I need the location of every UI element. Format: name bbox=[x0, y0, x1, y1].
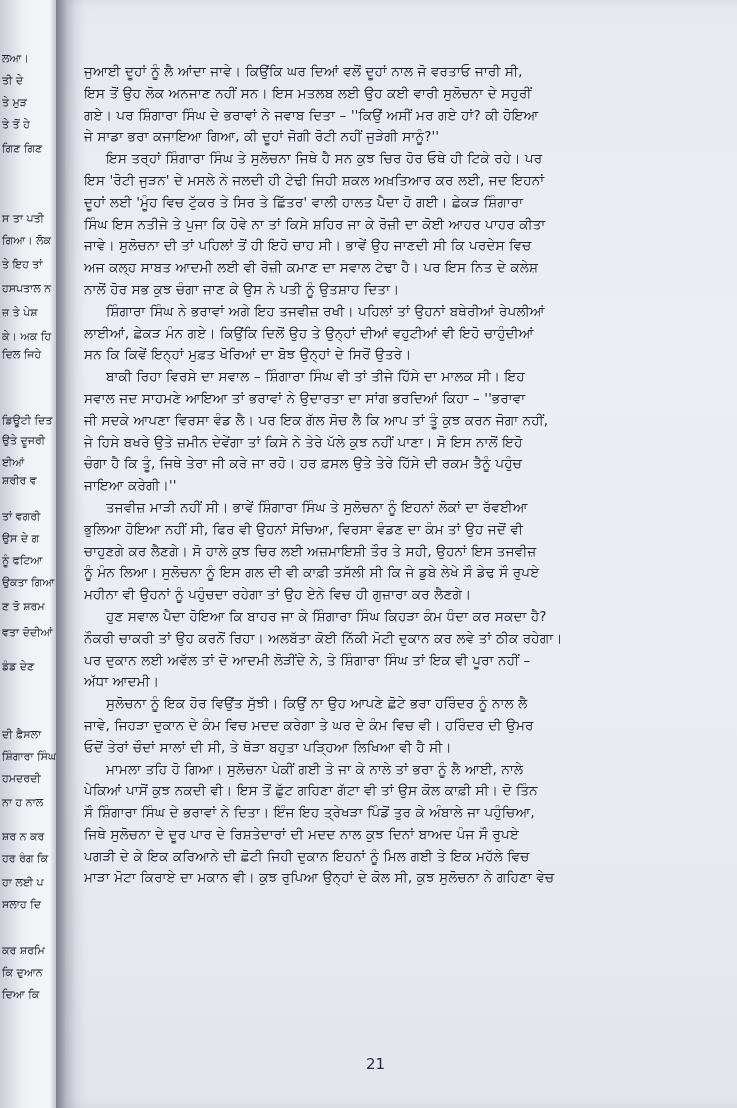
book-page bbox=[66, 0, 737, 1108]
text-line: ਸ਼ਿੰਗਾਰਾ ਸਿੰਘ ਨੇ ਭਰਾਵਾਂ ਅਗੇ ਇਹ ਤਜਵੀਜ਼ ਰਖੀ। ਪਹਿਲਾਂ ਤਾਂ ਉਹਨਾਂ ਬਥੇਰੀਆਂ ਰੇਪਲੀਆਂ bbox=[106, 303, 545, 320]
text-line: ਓਦੋਂ ਤੇਰਾਂ ਚੌਦਾਂ ਸਾਲਾਂ ਦੀ ਸੀ, ਤੇ ਥੋੜਾ ਬਹੁਤਾ ਪੜ੍ਹਿਆ ਲਿਖਿਆ ਵੀ ਹੈ ਸੀ। bbox=[84, 739, 452, 756]
left-page-fragment: ਣ ਤੋ ਸ਼ਰਮ bbox=[2, 600, 45, 613]
left-page-fragment: ਕਰ ਸ਼ਰਮਿ bbox=[2, 944, 45, 957]
text-line: ਅੱਧਾ ਆਦਮੀ। bbox=[84, 674, 160, 691]
text-line: ਸਵਾਲ ਜਦ ਸਾਹਮਣੇ ਆਇਆ ਤਾਂ ਭਰਾਵਾਂ ਨੇ ਉਦਾਰਤਾ ਦਾ ਸਾਂਗ ਭਰਦਿਆਂ ਕਿਹਾ – ''ਭਰਾਵਾ bbox=[84, 390, 526, 407]
left-page-fragment: ਹਾ ਲਈ ਪ bbox=[2, 876, 44, 889]
text-line: ਚਾਹੁਣਗੇ ਕਰ ਲੈਣਗੇ। ਸੋ ਹਾਲੇ ਕੁਝ ਚਿਰ ਲਈ ਅਜ਼ਮਾਇਸ਼ੀ ਤੌਰ ਤੇ ਸਹੀ, ਉਹਨਾਂ ਇਸ ਤਜਵੀਜ਼ bbox=[84, 543, 537, 560]
left-page-fragment: ਕਿ ਦੁਆਨ bbox=[2, 966, 43, 979]
text-line: ਜੁਆਈ ਦੂਹਾਂ ਨੂੰ ਲੈ ਆਂਦਾ ਜਾਵੇ। ਕਿਉਂਕਿ ਘਰ ਦਿਆਂ ਵਲੋਂ ਦੂਹਾਂ ਨਾਲ ਜੋ ਵਰਤਾਓ ਜਾਰੀ ਸੀ, bbox=[84, 64, 523, 80]
text-line: ਜੇ ਸਾਡਾ ਭਰਾ ਕਜਾਇਆ ਗਿਆ, ਕੀ ਦੂਹਾਂ ਜੋਗੀ ਰੋਟੀ ਨਹੀਂ ਜੁੜੇਗੀ ਸਾਨੂੰ?'' bbox=[84, 129, 440, 146]
left-page-fragment: ਕੇ। ਅਕ ਹਿ bbox=[2, 330, 52, 343]
left-page-fragment: ਤੇ ਮੁੜ bbox=[2, 96, 27, 109]
left-page-fragment: ਗਿਣ ਗਿਣ bbox=[2, 142, 43, 155]
left-page-fragment: ਵਤਾ ਦੋਦੀਆਂ bbox=[2, 626, 53, 639]
left-page-fragment: ਨੂੰ ਫਟਿਆ bbox=[2, 554, 43, 567]
text-line: ਮਾਮਲਾ ਤਹਿ ਹੋ ਗਿਆ। ਸੁਲੋਚਨਾ ਪੇਕੀਂ ਗਈ ਤੇ ਜਾ ਕੇ ਨਾਲੇ ਤਾਂ ਭਰਾ ਨੂੰ ਲੈ ਆਈ, ਨਾਲੇ bbox=[106, 761, 524, 778]
left-page-fragment: ਗਿਆ। ਲੋਕ bbox=[2, 234, 52, 247]
text-line: ਸਿੰਘ ਇਸ ਨਤੀਜੇ ਤੇ ਪੁਜਾ ਕਿ ਹੋਵੇ ਨਾ ਤਾਂ ਕਿਸੇ ਸ਼ਹਿਰ ਜਾ ਕੇ ਰੋਜ਼ੀ ਦਾ ਕੋਈ ਆਹਰ ਪਾਹਰ ਕੀਤਾ bbox=[84, 216, 546, 233]
left-page-fragment: ਹਰ ਰੰਗ ਕਿ bbox=[2, 852, 49, 865]
page-number: 21 bbox=[366, 1055, 386, 1073]
left-page-fragment: ਸ਼ਿੰਗਾਰਾ ਸਿੰਘ bbox=[2, 750, 57, 763]
text-line: ਜਾਵੇ, ਜਿਹੜਾ ਦੁਕਾਨ ਦੇ ਕੰਮ ਵਿਚ ਮਦਦ ਕਰੇਗਾ ਤੇ ਘਰ ਦੇ ਕੰਮ ਵਿਚ ਵੀ। ਹਰਿੰਦਰ ਦੀ ਉਮਰ bbox=[84, 717, 534, 734]
left-page-fragment: ਦਿਲ ਜਿਹੇ bbox=[2, 348, 42, 361]
left-page-fragment: ਹਸਪਤਾਲ ਨ bbox=[2, 282, 52, 295]
text-line: ਜਿਥੇ ਸੁਲੋਚਨਾ ਦੇ ਦੂਰ ਪਾਰ ਦੇ ਰਿਸ਼ਤੇਦਾਰਾਂ ਦੀ ਮਦਦ ਨਾਲ ਕੁਝ ਦਿਨਾਂ ਬਾਅਦ ਪੰਜ ਸੌ ਰੁਪਏ bbox=[84, 826, 519, 843]
text-line: ਮਾੜਾ ਮੋਟਾ ਕਿਰਾਏ ਦਾ ਮਕਾਨ ਵੀ। ਕੁਝ ਰੁਪਿਆ ਉਨ੍ਹਾਂ ਦੇ ਕੋਲ ਸੀ, ਕੁਝ ਸੁਲੋਚਨਾ ਨੇ ਗਹਿਣਾ ਵੇਚ bbox=[84, 870, 555, 887]
left-page-fragment: ਹਮਦਰਦੀ bbox=[2, 772, 41, 785]
text-line: ਜੇ ਹਿਸੇ ਬਖਰੇ ਉਤੇ ਜ਼ਮੀਨ ਦੇਵੇਂਗਾ ਤਾਂ ਕਿਸੇ ਨੇ ਤੇਰੇ ਪੱਲੇ ਕੁਝ ਨਹੀਂ ਪਾਣਾ। ਸੋ ਇਸ ਨਾਲੋਂ ਇਹੋ bbox=[84, 434, 523, 451]
text-line: ਜਾਇਆ ਕਰੇਗੀ।'' bbox=[84, 478, 177, 495]
text-line: ਨੌਕਰੀ ਚਾਕਰੀ ਤਾਂ ਉਹ ਕਰਨੋਂ ਰਿਹਾ। ਅਲਬੱਤਾ ਕੋਈ ਨਿੱਕੀ ਮੋਟੀ ਦੁਕਾਨ ਕਰ ਲਵੇ ਤਾਂ ਠੀਕ ਰਹੇਗਾ। bbox=[84, 630, 563, 647]
text-line: ਬਾਕੀ ਰਿਹਾ ਵਿਰਸੇ ਦਾ ਸਵਾਲ – ਸ਼ਿੰਗਾਰਾ ਸਿੰਘ ਵੀ ਤਾਂ ਤੀਜੇ ਹਿੱਸੇ ਦਾ ਮਾਲਕ ਸੀ। ਇਹ bbox=[106, 369, 525, 386]
left-page-fragment: ਈਆਂ bbox=[2, 456, 25, 469]
left-page-fragment: ਸ਼ਰ ਨ ਕਰ bbox=[2, 830, 45, 843]
text-line: ਮਹੀਨਾ ਵੀ ਉਹਨਾਂ ਨੂੰ ਪਹੁੰਚਦਾ ਰਹੇਗਾ ਤਾਂ ਉਹ ਏਨੇ ਵਿਚ ਹੀ ਗੁਜ਼ਾਰਾ ਕਰ ਲੈਣਗੇ। bbox=[84, 587, 472, 604]
left-page-fragment: ਡਿਊਟੀ ਦਿਤ bbox=[2, 414, 53, 427]
text-line: ਤਜਵੀਜ਼ ਮਾੜੀ ਨਹੀਂ ਸੀ। ਭਾਵੇਂ ਸ਼ਿੰਗਾਰਾ ਸਿੰਘ ਤੇ ਸੁਲੋਚਨਾ ਨੂੰ ਇਹਨਾਂ ਲੋਕਾਂ ਦਾ ਰੱਵਈਆ bbox=[106, 499, 528, 516]
left-page-fragment: ਦੀ ਫ਼ੈਸਲਾ bbox=[2, 728, 42, 741]
text-line: ਹੁਣ ਸਵਾਲ ਪੈਦਾ ਹੋਇਆ ਕਿ ਬਾਹਰ ਜਾ ਕੇ ਸ਼ਿੰਗਾਰਾ ਸਿੰਘ ਕਿਹੜਾ ਕੰਮ ਧੰਦਾ ਕਰ ਸਕਦਾ ਹੈ? bbox=[106, 608, 547, 625]
text-line: ਸੌ ਸ਼ਿੰਗਾਰਾ ਸਿੰਘ ਦੇ ਭਰਾਵਾਂ ਨੇ ਦਿਤਾ। ਇੰਜ ਇਹ ਤ੍ਰੇਖੜਾ ਪਿੰਡੋਂ ਤੁਰ ਕੇ ਅੰਬਾਲੇ ਜਾ ਪਹੁੰਚਿਆ, bbox=[84, 805, 535, 822]
left-page-fragment: ਉਤੇ ਦੂਜਰੀ bbox=[2, 434, 46, 447]
left-page-fragment: ਉਕਤਾ ਗਿਆ bbox=[2, 576, 55, 589]
text-line: ਭੁਲਿਆ ਹੋਇਆ ਨਹੀਂ ਸੀ, ਫਿਰ ਵੀ ਉਹਨਾਂ ਸੋਚਿਆ, ਵਿਰਸਾ ਵੰਡਣ ਦਾ ਕੰਮ ਤਾਂ ਉਹ ਜਦੋਂ ਵੀ bbox=[84, 521, 524, 538]
text-line: ਦੂਹਾਂ ਲਈ 'ਮੂੰਹ ਵਿਚ ਟੁੱਕਰ ਤੇ ਸਿਰ ਤੇ ਛਿੱਤਰ' ਵਾਲੀ ਹਾਲਤ ਪੈਦਾ ਹੋ ਗਈ। ਛੇਕੜ ਸ਼ਿੰਗਾਰਾ bbox=[84, 194, 524, 211]
left-page-fragment: ਤੀ ਦੇ bbox=[2, 74, 24, 87]
left-page-fragment: ਸ ਤਾ ਪਤੀ bbox=[2, 212, 44, 225]
left-page-fragment: ਉਸ ਦੇ ਗ bbox=[2, 532, 40, 545]
left-page-fragment: ਦਿਆ ਕਿ bbox=[2, 988, 40, 1001]
text-line: ਨੂੰ ਮੰਨ ਲਿਆ। ਸੁਲੋਚਨਾ ਨੂੰ ਇਸ ਗਲ ਦੀ ਵੀ ਕਾਫ਼ੀ ਤਸੱਲੀ ਸੀ ਕਿ ਜੇ ਡੁਬੇ ਲੇਖੇ ਸੌ ਡੇਢ ਸੌ ਰੁਪਏ bbox=[84, 565, 540, 582]
left-page-fragment: ਤੇ ਤੋਂ ਹੇ bbox=[2, 118, 30, 131]
text-line: ਪਰ ਦੁਕਾਨ ਲਈ ਅਵੱਲ ਤਾਂ ਦੋ ਆਦਮੀ ਲੋੜੀਂਦੇ ਨੇ, ਤੇ ਸ਼ਿੰਗਾਰਾ ਸਿੰਘ ਤਾਂ ਇਕ ਵੀ ਪੂਰਾ ਨਹੀਂ – bbox=[84, 652, 531, 669]
left-page-fragment: ਸਲਾਹ ਦਿ bbox=[2, 898, 41, 911]
left-page-fragment: ਨਾ ਹ ਨਾਲ bbox=[2, 796, 44, 809]
left-page-fragment: ਡੰਡ ਦੇਣ bbox=[2, 660, 35, 673]
text-line: ਲਾਈਆਂ, ਛੇਕੜ ਮੰਨ ਗਏ। ਕਿਉਂਕਿ ਦਿਲੋਂ ਉਹ ਤੇ ਉਨ੍ਹਾਂ ਦੀਆਂ ਵਹੁਟੀਆਂ ਵੀ ਇਹੋ ਚਾਹੁੰਦੀਆਂ bbox=[84, 325, 534, 342]
text-line: ਇਸ ਤੋਂ ਉਹ ਲੋਕ ਅਨਜਾਣ ਨਹੀਂ ਸਨ। ਇਸ ਮਤਲਬ ਲਈ ਉਹ ਕਈ ਵਾਰੀ ਸੁਲੋਚਨਾ ਦੇ ਸਹੁਰੀਂ bbox=[84, 85, 532, 102]
text-line: ਪਗੜੀ ਦੇ ਕੇ ਇਕ ਕਰਿਆਨੇ ਦੀ ਛੋਟੀ ਜਿਹੀ ਦੁਕਾਨ ਇਹਨਾਂ ਨੂੰ ਮਿਲ ਗਈ ਤੇ ਇਕ ਮਹੱਲੇ ਵਿਚ bbox=[84, 848, 530, 865]
text-line: ਸੁਲੋਚਨਾ ਨੂੰ ਇਕ ਹੋਰ ਵਿਉਂਤ ਸੁੱਝੀ। ਕਿਉਂ ਨਾ ਉਹ ਆਪਣੇ ਛੋਟੇ ਭਰਾ ਹਰਿੰਦਰ ਨੂੰ ਨਾਲ ਲੈ bbox=[106, 696, 528, 713]
left-page-fragment: ਤਾਂ ਵਗਰੀ bbox=[2, 510, 41, 523]
text-line: ਗਏ। ਪਰ ਸ਼ਿੰਗਾਰਾ ਸਿੰਘ ਦੇ ਭਰਾਵਾਂ ਨੇ ਜਵਾਬ ਦਿਤਾ – ''ਕਿਉਂ ਅਸੀਂ ਮਰ ਗਏ ਹਾਂ? ਕੀ ਹੋਇਆ bbox=[84, 107, 539, 124]
text-line: ਪੇਕਿਆਂ ਪਾਸੋਂ ਕੁਝ ਨਕਦੀ ਵੀ। ਇਸ ਤੋਂ ਛੁੱਟ ਗਹਿਣਾ ਗੱਟਾ ਵੀ ਤਾਂ ਉਸ ਕੋਲ ਕਾਫ਼ੀ ਸੀ। ਦੋ ਤਿੰਨ bbox=[84, 783, 538, 800]
left-page-fragment: ਤੇ ਇਹ ਤਾਂ bbox=[2, 258, 43, 271]
text-line: ਨਾਲੋਂ ਹੋਰ ਸਭ ਕੁਝ ਚੰਗਾ ਜਾਣ ਕੇ ਉਸ ਨੇ ਪਤੀ ਨੂੰ ਉਤਸ਼ਾਹ ਦਿਤਾ। bbox=[84, 281, 400, 298]
text-line: ਅਜ ਕਲ੍ਹ ਸਾਬਤ ਆਦਮੀ ਲਈ ਵੀ ਰੋਜ਼ੀ ਕਮਾਣ ਦਾ ਸਵਾਲ ਟੇਢਾ ਹੈ। ਪਰ ਇਸ ਨਿਤ ਦੇ ਕਲੇਸ਼ bbox=[84, 260, 539, 277]
text-line: ਜਾਵੇ। ਸੁਲੋਚਨਾ ਦੀ ਤਾਂ ਪਹਿਲਾਂ ਤੋਂ ਹੀ ਇਹੋ ਚਾਹ ਸੀ। ਭਾਵੇਂ ਉਹ ਜਾਣਦੀ ਸੀ ਕਿ ਪਰਦੇਸ ਵਿਚ bbox=[84, 238, 532, 255]
left-page-fragment: ਸ਼ਰੀਰ ਵ bbox=[2, 474, 37, 487]
text-line: ਜੀ ਸਦਕੇ ਆਪਣਾ ਵਿਰਸਾ ਵੰਡ ਲੈ। ਪਰ ਇਕ ਗੱਲ ਸੋਚ ਲੈ ਕਿ ਆਪ ਤਾਂ ਤੂੰ ਕੁਝ ਕਰਨ ਜੋਗਾ ਨਹੀਂ, bbox=[84, 412, 549, 429]
text-line: ਇਸ 'ਰੋਟੀ ਜੁੜਨ' ਦੇ ਮਸਲੇ ਨੇ ਜਲਦੀ ਹੀ ਟੇਢੀ ਜਿਹੀ ਸ਼ਕਲ ਅਖ਼ਤਿਆਰ ਕਰ ਲਈ, ਜਦ ਇਹਨਾਂ bbox=[84, 172, 545, 189]
text-line: ਸਨ ਕਿ ਕਿਵੇਂ ਇਨ੍ਹਾਂ ਮੁਫ਼ਤ ਖੋਰਿਆਂ ਦਾ ਬੋਝ ਉਨ੍ਹਾਂ ਦੇ ਸਿਰੋਂ ਉਤਰੇ। bbox=[84, 347, 412, 364]
text-line: ਚੰਗਾ ਹੈ ਕਿ ਤੂੰ, ਜਿਥੇ ਤੇਰਾ ਜੀ ਕਰੇ ਜਾ ਰਹੋ। ਹਰ ਫ਼ਸਲ ਉਤੇ ਤੇਰੇ ਹਿੱਸੇ ਦੀ ਰਕਮ ਤੈਨੂੰ ਪਹੁੰਚ bbox=[84, 456, 522, 473]
left-facing-page bbox=[0, 0, 58, 1108]
left-page-fragment: ਜ਼ ਤੇ ਪੇਸ਼ bbox=[2, 306, 38, 319]
page-text bbox=[84, 62, 714, 890]
left-page-fragment: ਲਆ। bbox=[2, 52, 29, 65]
text-line: ਇਸ ਤਰ੍ਹਾਂ ਸ਼ਿੰਗਾਰਾ ਸਿੰਘ ਤੇ ਸੁਲੋਚਨਾ ਜਿਥੇ ਹੈ ਸਨ ਕੁਝ ਚਿਰ ਹੋਰ ਓਥੇ ਹੀ ਟਿਕੇ ਰਹੇ। ਪਰ bbox=[106, 151, 543, 168]
